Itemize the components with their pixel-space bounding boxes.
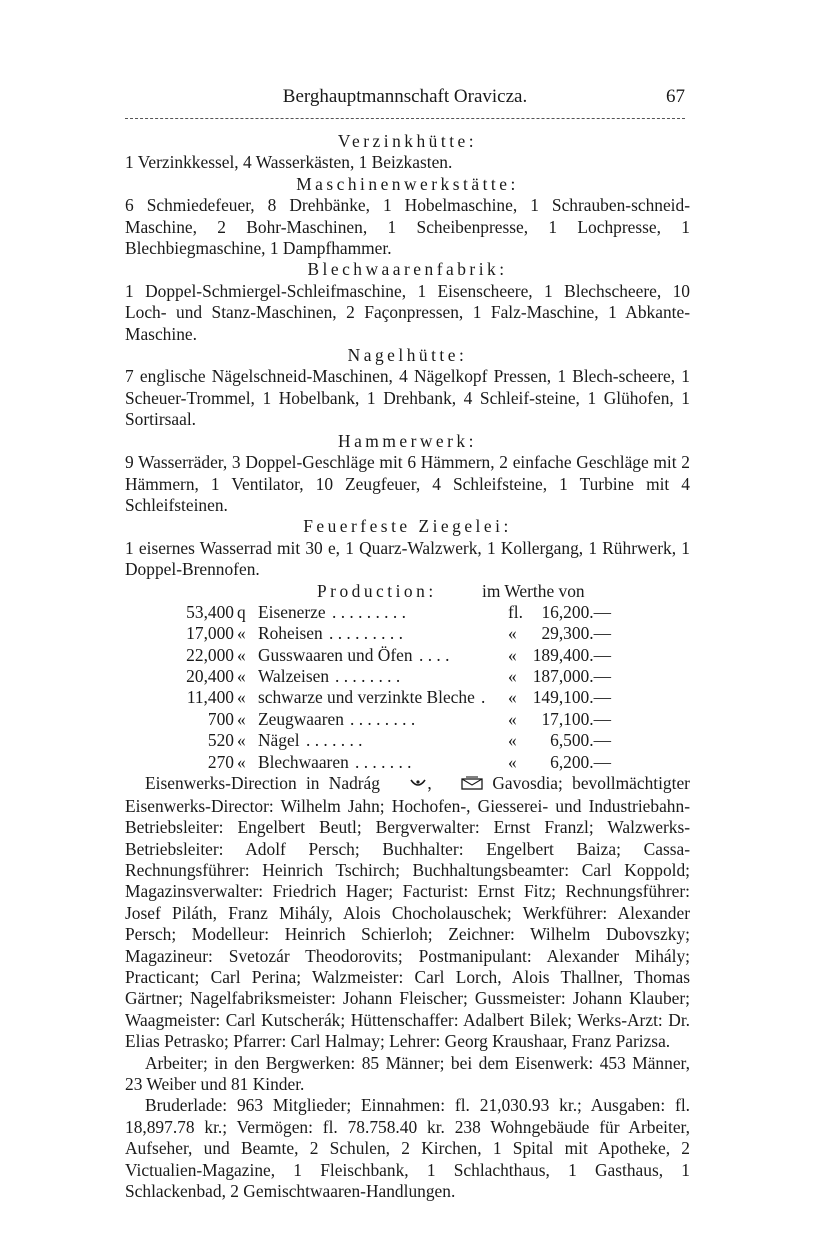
dot-leader: . . . . . . . — [355, 751, 412, 772]
production-row — [125, 709, 690, 730]
bruderlade-paragraph: Bruderlade: 963 Mitglieder; Einnahmen: fl. 21,030.93 kr.; Ausgaben: fl. 18,897.78 kr.; Vermögen: fl. 78.758.40 kr. 238 Wohngebäude für Arbeiter, Aufseher, und Beamte, 2 Schulen, 2 Kirchen, 1 Spital mit Apotheke, 2 Victualien-Magazine, 1 Fleischbank, 1 Schlachthaus, 1 Gasthaus, 1 Schlackenbad, 2 Gemischtwaaren-Handlungen. — [125, 1095, 690, 1202]
production-value: 187,000.— — [532, 666, 611, 687]
section-heading-nagelhuette: Nagelhütte: — [347, 345, 468, 366]
production-quantity: 53,400 — [186, 601, 234, 622]
production-table — [125, 602, 690, 773]
production-currency: « — [508, 730, 517, 751]
production-quantity: 270 — [207, 751, 234, 772]
direction-staff-text: Gavosdia; bevollmächtigter Eisenwerks-Director: Wilhelm Jahn; Hochofen-, Giesserei- und Industriebahn-Betriebsleiter: Engelbert Beutl; Bergverwalter: Ernst Franzl; Walzwerks-Betriebsleiter: Adolf Persch; Buchhalter: Engelbert Baiza; Cassa-Rechnungsführer: Heinrich Tschirch; Buchhaltungsbeamter: Carl Koppold; Magazinsverwalter: Friedrich Hager; Facturist: Ernst Fitz; Rechnungsführer: Josef Piláth, Franz Mihály, Alois Chocholauschek; Werkführer: Alexander Persch; Modelleur: Heinrich Schierloh; Zeichner: Wilhelm Dubovszky; Magazineur: Svetozár Theodorovits; Postmanipulant: Alexander Mihály; Practicant; Carl Perina; Walzmeister: Carl Lorch, Alois Thallner, Thomas Gärtner; Nagelfabriksmeister: Johann Fleischer; Gussmeister: Johann Klauber; Waagmeister: Carl Kutscherák; Hüttenschaffer: Adalbert Bilek; Werks-Arzt: Dr. Elias Petrasko; Pfarrer: Carl Halmay; Lehrer: Georg Kraushaar, Franz Parizsa. — [125, 773, 690, 1052]
section-text-nagelhuette: 7 englische Nägelschneid-Maschinen, 4 Nägelkopf Pressen, 1 Blech-scheere, 1 Scheuer-Trommel, 1 Hobelbank, 1 Drehbank, 4 Schleif-steine, 1 Glühofen, 1 Sortirsaal. — [125, 366, 690, 430]
section-text-maschinenwerkstaette: 6 Schmiedefeuer, 8 Drehbänke, 1 Hobelmaschine, 1 Schrauben-schneid-Maschine, 2 Bohr-Maschinen, 1 Scheibenpresse, 1 Lochpresse, 1 Blechbiegmaschine, 1 Dampfhammer. — [125, 195, 690, 259]
workers-paragraph: Arbeiter; in den Bergwerken: 85 Männer; bei dem Eisenwerk: 453 Männer, 23 Weiber und 81 Kinder. — [125, 1052, 690, 1095]
production-row — [125, 666, 690, 687]
production-currency: « — [508, 623, 517, 644]
header-rule — [125, 118, 685, 119]
dot-leader: . — [481, 687, 486, 708]
section-heading-verzinkhuette: Verzinkhütte: — [337, 131, 478, 151]
section-heading-maschinenwerkstaette: Maschinenwerkstätte: — [296, 173, 519, 194]
production-item: Roheisen — [258, 623, 323, 644]
running-header — [125, 86, 685, 112]
production-currency: « — [508, 666, 517, 687]
production-item: Blechwaaren — [258, 751, 349, 772]
dot-leader: . . . . . . . — [306, 730, 363, 751]
production-row — [125, 645, 690, 666]
page-number: 67 — [666, 86, 685, 107]
post-office-symbol — [441, 774, 483, 795]
dot-leader: . . . . . . . . — [335, 666, 401, 687]
production-unit: « — [237, 666, 246, 687]
dot-leader: . . . . — [419, 644, 450, 665]
section-text-hammerwerk: 9 Wasserräder, 3 Doppel-Geschläge mit 6 Hämmern, 2 einfache Geschläge mit 2 Hämmern, 1 Ventilator, 10 Zeugfeuer, 4 Schleifsteine, 1 Turbine mit 4 Schleifsteinen. — [125, 452, 690, 515]
production-header — [125, 581, 690, 602]
production-value: 6,500.— — [550, 730, 611, 751]
production-value: 189,400.— — [532, 644, 611, 665]
production-unit: « — [237, 687, 246, 708]
production-quantity: 17,000 — [186, 623, 234, 644]
production-value-header: im Werthe von — [482, 580, 585, 601]
production-label: Production: — [317, 580, 437, 601]
page-body — [125, 131, 690, 1202]
running-title: Berghauptmannschaft Oravicza. — [282, 86, 528, 107]
section-text-verzinkhuette: 1 Verzinkkessel, 4 Wasserkästen, 1 Beizkasten. — [125, 152, 453, 173]
production-value: 17,100.— — [541, 708, 611, 729]
section-heading-ziegelei: Feuerfeste Ziegelei: — [303, 516, 512, 537]
production-quantity: 22,000 — [186, 644, 234, 665]
section-heading-hammerwerk: Hammerwerk: — [338, 430, 477, 451]
production-quantity: 520 — [207, 730, 234, 751]
production-item: schwarze und verzinkte Bleche — [258, 687, 475, 708]
dot-leader: . . . . . . . . — [350, 708, 416, 729]
production-currency: « — [508, 708, 517, 729]
production-quantity: 700 — [207, 708, 234, 729]
production-quantity: 11,400 — [186, 687, 234, 708]
production-currency: fl. — [508, 601, 523, 622]
production-unit: « — [237, 708, 246, 729]
production-row — [125, 752, 690, 773]
dot-leader: . . . . . . . . . — [332, 601, 406, 622]
production-unit: « — [237, 623, 246, 644]
production-value: 149,100.— — [532, 687, 611, 708]
production-item: Eisenerze — [258, 601, 326, 622]
section-text-ziegelei: 1 eisernes Wasserrad mit 30 e, 1 Quarz-Walzwerk, 1 Kollergang, 1 Rührwerk, 1 Doppel-Brennofen. — [125, 537, 690, 580]
production-unit: q — [237, 601, 246, 622]
production-value: 6,200.— — [550, 751, 611, 772]
section-text-blechwaarenfabrik: 1 Doppel-Schmiergel-Schleifmaschine, 1 Eisenscheere, 1 Blechscheere, 10 Loch- und Stanz-Maschinen, 2 Façonpressen, 1 Falz-Maschine, 1 Abkante-Maschine. — [125, 280, 690, 344]
dot-leader: . . . . . . . . . — [329, 623, 403, 644]
production-unit: « — [237, 644, 246, 665]
production-item: Walzeisen — [258, 666, 330, 687]
production-unit: « — [237, 751, 246, 772]
production-item: Gusswaaren und Öfen — [258, 644, 413, 665]
production-row — [125, 730, 690, 751]
production-currency: « — [508, 751, 517, 772]
direction-paragraph: Eisenwerks-Direction in Nadrág , Gavosdia; bevollmächtigter Eisenwerks-Director: Wilhelm Jahn; Hochofen-, Giesserei- und Industriebahn-Betriebsleiter: Engelbert Beutl; Bergverwalter: Ernst Franzl; Walzwerks-Betriebsleiter: Adolf Persch; Buchhalter: Engelbert Baiza; Cassa-Rechnungsführer: Heinrich Tschirch; Buchhaltungsbeamter: Carl Koppold; Magazinsverwalter: Friedrich Hager; Facturist: Ernst Fitz; Rechnungsführer: Josef Piláth, Franz Mihály, Alois Chocholauschek; Werkführer: Alexander Persch; Modelleur: Heinrich Schierloh; Zeichner: Wilhelm Dubovszky; Magazineur: Svetozár Theodorovits; Postmanipulant: Alexander Mihály; Practicant; Carl Perina; Walzmeister: Carl Lorch, Alois Thallner, Thomas Gärtner; Nagelfabriksmeister: Johann Fleischer; Gussmeister: Johann Klauber; Waagmeister: Carl Kutscherák; Hüttenschaffer: Adalbert Bilek; Werks-Arzt: Dr. Elias Petrasko; Pfarrer: Carl Halmay; Lehrer: Georg Kraushaar, Franz Parizsa. — [125, 773, 690, 1052]
production-item: Nägel — [258, 730, 300, 751]
direction-intro: Eisenwerks-Direction in Nadrág — [145, 773, 380, 794]
railway-station-symbol — [389, 774, 427, 795]
production-item: Zeugwaaren — [258, 708, 344, 729]
production-row — [125, 623, 690, 644]
production-row — [125, 602, 690, 623]
production-quantity: 20,400 — [186, 666, 234, 687]
production-value: 16,200.— — [541, 601, 611, 622]
production-currency: « — [508, 644, 517, 665]
production-unit: « — [237, 730, 246, 751]
production-row — [125, 687, 690, 708]
section-heading-blechwaarenfabrik: Blechwaarenfabrik: — [307, 259, 508, 280]
production-currency: « — [508, 687, 517, 708]
production-value: 29,300.— — [541, 623, 611, 644]
